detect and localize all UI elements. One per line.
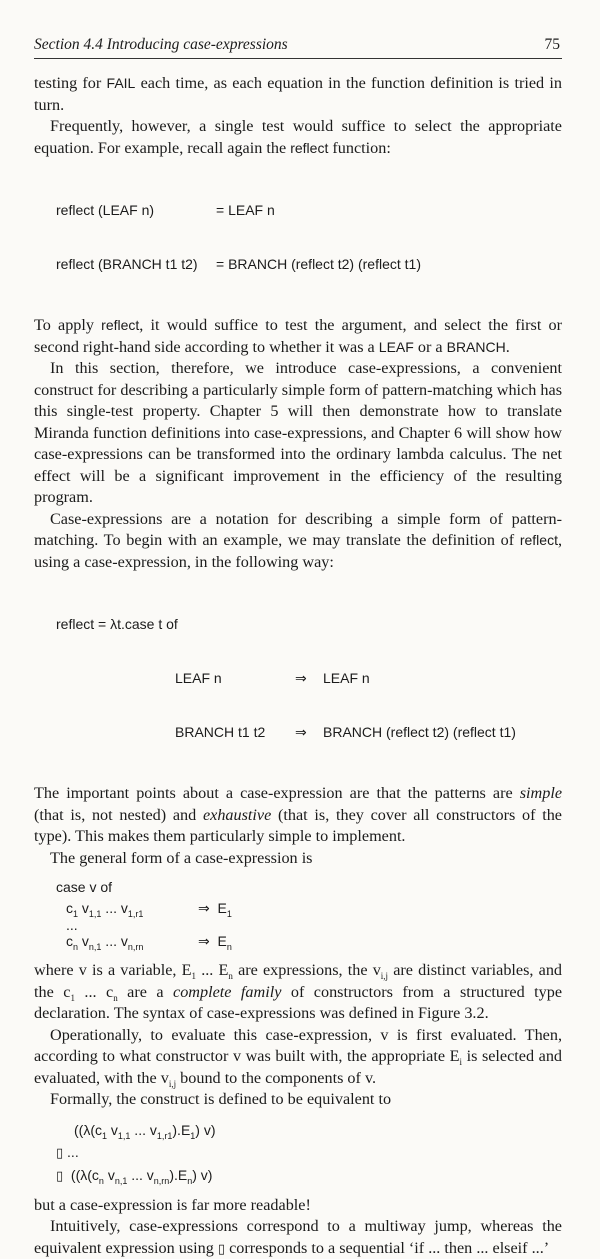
text: The important points about a case-expression are that the patterns are xyxy=(34,784,520,802)
text: function: xyxy=(328,138,391,157)
paragraph-5 xyxy=(34,509,562,574)
text: Operationally, to evaluate this case-expression, v is first evaluated. Then, according to what constructor v was built with, the appropriate E xyxy=(34,1025,562,1065)
code-line: $c_n$ $v_{n,1}$ ... $v_{n,rn}$ ⇒ $E_n$ xyxy=(66,933,232,952)
code-line xyxy=(56,255,562,273)
code-line xyxy=(56,723,562,741)
text: , using a case-expression, in the following way: xyxy=(34,531,562,571)
code-reflect: reflect xyxy=(519,532,558,548)
paragraph-4: In this section, therefore, we introduce case-expressions, a convenient construct for describing a particularly simple form of pattern-matching which has this single-test property. Chapter 5 will then demonstrate how to translate Miranda function definitions into case-expressions, and Chapter 6 will show how case-expressions can be transformed into the ordinary lambda calculus. The net effect will be a significant improvement in the efficiency of the resulting program. xyxy=(34,359,562,506)
text: To apply xyxy=(34,316,102,334)
code-line: reflect = λt.case t of xyxy=(56,616,178,632)
code-rhs: = BRANCH (reflect t2) (reflect t1) xyxy=(216,256,421,272)
text: where v is a variable, E xyxy=(34,961,192,979)
paragraph-6 xyxy=(34,783,562,848)
page-header xyxy=(34,36,562,59)
paragraph-12 xyxy=(34,1216,562,1259)
code-line: ▯ (($\lambda(c_n$ $v_{n,1}$ ... $v_{n,rn}).E_n$) v) xyxy=(56,1166,213,1186)
text: (that is, they cover all constructors of the type). This makes them particularly simple to implement. xyxy=(34,805,562,845)
code-lhs: reflect (BRANCH t1 t2) xyxy=(56,256,198,272)
emph-simple: simple xyxy=(519,784,562,802)
code-line: case v of xyxy=(56,879,113,895)
emph-exhaustive: exhaustive xyxy=(202,805,272,824)
text: Frequently, however, a single test would suffice to select the appropriate equation. For example, recall again the xyxy=(34,117,562,157)
text: Intuitively, case-expressions correspond to a multiway jump, whereas the equivalent expression using xyxy=(34,1217,562,1257)
text: Case-expressions are a notation for describing a simple form of pattern-matching. To begin with an example, we may translate the definition of xyxy=(34,509,562,549)
text: each time, as each equation in the function definition is tried in turn. xyxy=(34,74,562,114)
arrow: ⇒ xyxy=(295,724,307,740)
code-fail: FAIL xyxy=(106,75,136,91)
code-rhs: = LEAF n xyxy=(216,202,275,218)
text: are a xyxy=(117,982,174,1001)
code-rhs: LEAF n xyxy=(323,670,370,686)
text: or a xyxy=(413,337,447,356)
text: is selected and evaluated, with the v xyxy=(34,1047,563,1087)
arrow: ⇒ xyxy=(295,670,307,686)
text: are distinct variables, and the c xyxy=(34,961,563,1001)
text: , it would suffice to test the argument, and select the first or second right-hand side according to whether it was a xyxy=(34,316,562,356)
paragraph-10: Formally, the construct is defined to be equivalent to xyxy=(50,1090,392,1108)
code-pattern: BRANCH t1 t2 xyxy=(175,724,266,740)
code-leaf: LEAF xyxy=(378,338,414,355)
paragraph-7: The general form of a case-expression is xyxy=(50,848,313,867)
general-case-form xyxy=(56,877,562,952)
code-reflect: reflect xyxy=(290,139,329,156)
paragraph-9: Operationally, to evaluate this case-expression, v is first evaluated. Then, according to what constructor v was built with, the appropriate $E_i$ is selected and evaluated, with the $v_{i,j}$ bound to the components of v. xyxy=(34,1025,563,1089)
text: testing for xyxy=(34,74,107,92)
code-line: ... xyxy=(66,917,78,933)
code-line xyxy=(56,201,562,219)
text: ... c xyxy=(74,982,114,1001)
section-title: Section 4.4 Introducing case-expressions xyxy=(34,36,288,53)
code-line xyxy=(56,669,562,687)
page-number: 75 xyxy=(544,36,560,53)
paragraph-3 xyxy=(34,315,562,358)
text: are expressions, the v xyxy=(232,961,381,979)
fatbar-symbol: ▯ xyxy=(217,1240,226,1256)
code-pattern: LEAF n xyxy=(175,670,222,686)
body-text xyxy=(34,73,562,1259)
page xyxy=(34,36,562,1259)
emph-complete-family: complete family xyxy=(173,982,282,1001)
code-line: (($\lambda(c_1$ $v_{1,1}$ ... $v_{1,r1}).E_1$) v) xyxy=(74,1121,216,1141)
text: bound to the components of v. xyxy=(176,1068,377,1087)
code-reflect: reflect xyxy=(101,317,140,333)
code-rhs: BRANCH (reflect t2) (reflect t1) xyxy=(323,724,516,740)
code-line: $c_1$ $v_{1,1}$ ... $v_{1,r1}$ ⇒ $E_1$ xyxy=(66,900,232,919)
code-block-reflect xyxy=(56,165,562,309)
paragraph-11: but a case-expression is far more readable! xyxy=(34,1195,311,1214)
paragraph-1 xyxy=(34,73,562,116)
text: ... E xyxy=(196,961,229,979)
text: of constructors from a structured type declaration. The syntax of case-expressions was defined in Figure 3.2. xyxy=(34,982,563,1022)
text: . xyxy=(505,337,510,356)
code-branch: BRANCH xyxy=(446,338,506,355)
paragraph-8: where v is a variable, $E_1$ ... $E_n$ are expressions, the $v_{i,j}$ are distinct variables, and the $c_1$ ... $c_n$ are a complete family of constructors from a structured type declaration. The syntax of case-expressions was defined in Figure 3.2. xyxy=(34,961,563,1022)
text: (that is, not nested) and xyxy=(34,805,203,824)
code-lhs: reflect (LEAF n) xyxy=(56,202,155,218)
paragraph-2 xyxy=(34,116,562,159)
code-line: ▯ ... xyxy=(56,1143,79,1160)
text: corresponds to a sequential ‘if ... then ... elseif ...’ xyxy=(225,1238,550,1257)
code-block-case xyxy=(56,579,562,777)
formal-equivalent xyxy=(56,1119,562,1187)
